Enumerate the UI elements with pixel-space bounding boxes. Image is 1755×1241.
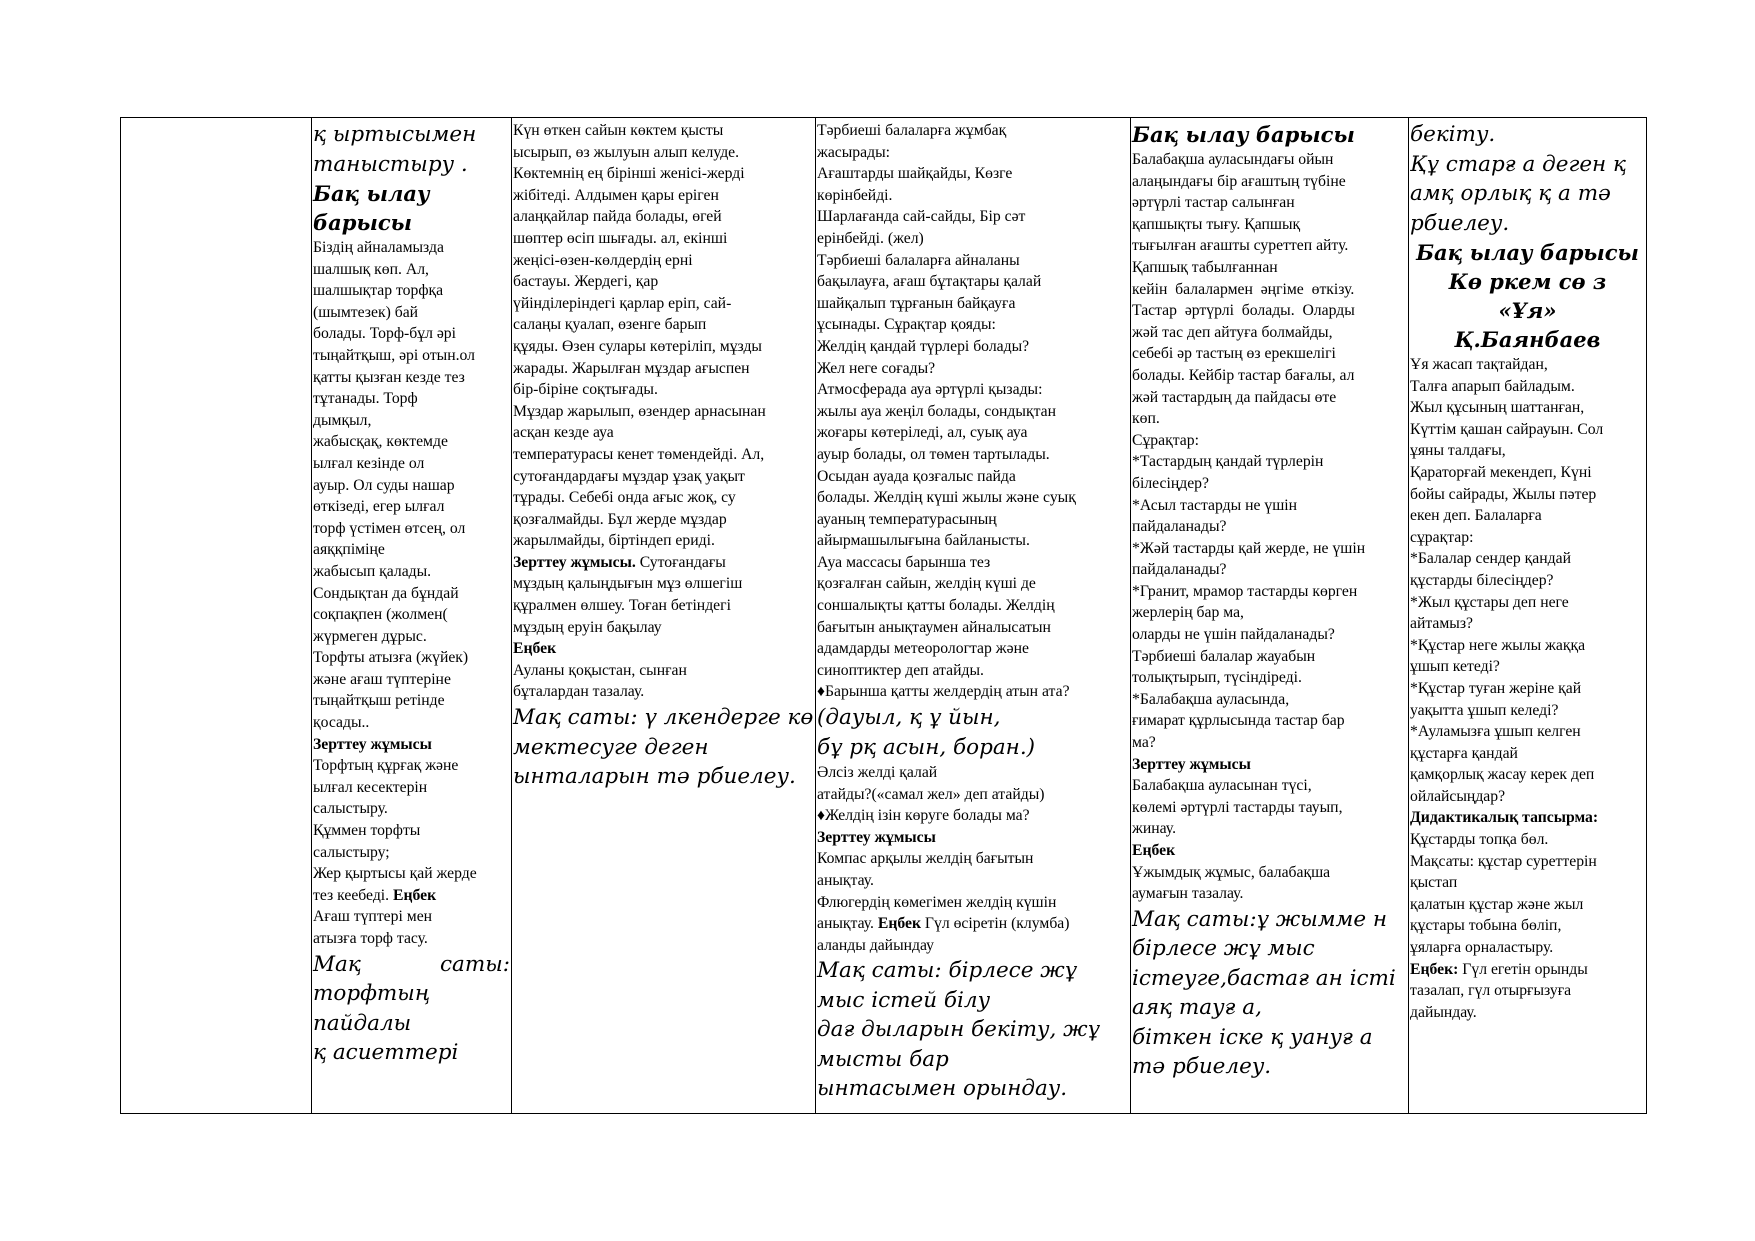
text-line: Жыл құсының шаттанған, [1410,399,1585,417]
column-3-ice [511,118,815,1113]
section-heading: Бақ ылау барысы [1132,122,1355,147]
text-line: Атмосферада ауа әртүрлі қызады: [817,381,1043,399]
labor-heading: Еңбек [877,915,921,933]
text-line: тұтанады. Торф [313,390,418,408]
text-line: екен деп. Балаларға [1410,507,1542,525]
goal-line: істеуге,бастағ ан істі [1132,965,1396,991]
text-line: аяққпіміңе [313,541,385,559]
goal-line: аяқ тауғ а, [1132,995,1262,1021]
goal-word: Мақ [313,951,361,977]
text-line: қамқорлық жасау керек деп [1410,766,1595,784]
text-line: Қараторғай мекендеп, Күні [1410,463,1592,481]
text-line: Ағаштарды шайқайды, Көзге [817,165,1013,183]
text-line: білесіңдер? [1132,474,1209,492]
text-line: бұталардан тазалау. [513,683,645,701]
goal-line: пайдалы [313,1010,412,1036]
text-line: ерінбейді. (жел) [817,229,924,247]
text-line: Сондықтан да бұндай [313,584,459,602]
goal-line: бекіту. [1410,122,1496,147]
text-line: *Асыл тастарды не үшін [1132,496,1298,514]
text-block [313,237,510,950]
goal-line: біткен іске қ уануғ а [1132,1024,1373,1050]
text-line: айтамыз? [1410,615,1473,633]
text-line: Біздің айналамызда [313,239,444,256]
text-line: шалшық көп. Ал, [313,260,429,278]
section-heading: Бақ ылау барысы [1416,240,1639,265]
text-line: көлемі әртүрлі тастарды тауып, [1132,798,1343,816]
text-line: Мұздар жарылып, өзендер арнасынан [513,402,766,420]
text-line: салыстыру; [313,843,390,861]
text-line: дайындау. [1410,1003,1477,1021]
text-line: жоғары көтеріледі, ал, суық ауа [817,424,1028,442]
text-line: ♦Желдің ізін көруге болады ма? [817,807,1030,825]
goal-line: бірлесе жұ мыс [1132,936,1315,962]
text-line: себебі әр тастың өз ерекшелігі [1132,345,1336,363]
text-line: құяды. Өзен сулары көтеріліп, мұзды [513,337,762,355]
text-line: тұрады. Себебі онда ағыс жоқ, су [513,489,736,507]
text-line: Осыдан ауада қозғалыс пайда [817,467,1016,485]
text-line: жабысып қалады. [313,562,432,580]
text-line: тыңайтқыш, әрі отын.ол [313,346,475,364]
text-line [513,552,814,574]
text-line: құралмен өлшеу. Тоған бетіндегі [513,597,731,615]
text-line: Жел неге соғады? [817,359,936,377]
text-line: тазалап, гүл отырғызуға [1410,982,1572,1000]
column-2-peat [311,118,511,1113]
text-line: Балабақша ауласындағы ойын [1132,151,1334,168]
text-line: оларды не үшін пайдаланады? [1132,626,1335,644]
text-line: Тастар әртүрлі болады. Оларды [1132,302,1355,320]
text-line: ауаның температурасының [817,510,997,528]
text-line: соқпақпен (жолмен( [313,606,448,624]
poem-author: Қ.Баянбаев [1454,327,1601,352]
text-line: Әлсіз желді қалай [817,764,938,782]
text-line: ♦Барынша қатты желдердің атын ата? [817,683,1070,701]
didactic-heading: Дидактикалық тапсырма: [1410,809,1599,827]
text-line: шалшықтар торфқа [313,282,444,300]
text-line: Флюгердің көмегімен желдің күшін [817,893,1057,911]
text-span: Гүл егетін орынды [1458,960,1588,978]
column-1-empty [121,118,311,1113]
goal-line: ынталарын тә рбиелеу. [513,764,796,790]
text-line: айырмашылығына байланысты. [817,532,1030,550]
text-line: Ұжымдық жұмыс, балабақша [1132,863,1331,881]
text-block [817,762,1129,956]
goal-word: саты: [439,951,510,977]
goal-line: амқ орлық қ а тә [1410,181,1611,206]
text-block [513,120,814,703]
text-line: Құммен торфты [313,822,421,840]
text-line: *Балалар сендер қандай [1410,550,1571,568]
text-line: аланды дайындау [817,936,934,954]
text-line: жарады. Жарылған мұздар ағыспен [513,359,750,377]
text-line: бір-біріне соқтығады. [513,381,658,399]
text-line: көрінбейді. [817,186,893,204]
text-line: ұшып кетеді? [1410,658,1500,676]
text-line: Ауланы қоқыстан, сынған [513,661,687,679]
text-line: шөптер өсіп шығады. ал, екінші [513,229,728,247]
text-line: ұяны талдағы, [1410,442,1506,460]
text-line: *Жәй тастарды қай жерде, не үшін [1132,539,1366,557]
text-line: Желдің қандай түрлері болады? [817,337,1030,355]
text-line: көп. [1132,410,1160,428]
text-line: қыстап [1410,874,1458,892]
text-line: Күттім қашан сайрауын. Сол [1410,420,1604,438]
text-span: Гүл өсіретін (клумба) [921,915,1070,933]
text-line: қозғалған сайын, желдің күші де [817,575,1036,593]
text-line: Күн өткен сайын көктем қысты [513,122,724,139]
text-line: және ағаш түптеріне [313,670,451,688]
text-line: Ауа массасы барынша тез [817,553,991,571]
labor-heading: Еңбек: [1410,960,1459,978]
text-line: Компас арқылы желдің бағытын [817,850,1034,868]
goal-line: Құ старғ а деген қ [1410,151,1627,177]
text-line: жабысқақ, көктемде [313,433,448,451]
research-heading: Зерттеу жұмысы [1132,755,1251,773]
goal-line: Мақ саты:ұ жымме н [1132,906,1388,932]
text-line: болады. Торф-бұл әрі [313,325,456,343]
poem-heading: Кө ркем сө з [1448,269,1607,294]
text-line: пайдаланады? [1132,518,1227,536]
research-heading: Зерттеу жұмысы. [513,553,636,571]
text-line: Балабақша ауласынан түсі, [1132,777,1312,795]
text-line: шайқалып тұрғанын байқауға [817,294,1016,312]
goal-line [313,950,510,980]
text-line: толықтырып, түсіндіреді. [1132,669,1302,687]
text-line: атызға торф тасу. [313,930,428,947]
column-4-wind [815,118,1130,1113]
text-line: Көктемнің ең бірінші женісі-жерді [513,165,745,183]
text-line: құстары тобына бөліп, [1410,917,1562,935]
text-line: Торфтың құрғақ және [313,757,459,775]
text-line: сұрақтар: [1410,528,1474,546]
text-line: сутоғандардағы мұздар ұзақ уақыт [513,467,745,485]
text-block [817,120,1129,703]
column-5-stones [1130,118,1408,1113]
text-line: кейін балалармен әңгіме өткізу. [1132,280,1355,298]
text-line: Тәрбиеші балаларға айналаны [817,251,1020,269]
text-line: жүрмеген дұрыс. [313,627,427,645]
text-line: Талға апарып байладым. [1410,377,1575,395]
text-line: жылы ауа жеңіл болады, сондықтан [817,402,1056,420]
text-line: пайдаланады? [1132,561,1227,579]
text-line: температурасы кенет төмендейді. Ал, [513,445,765,463]
text-line: тығылған ағашты суреттеп айту. [1132,237,1349,255]
research-heading: Зерттеу жұмысы [817,828,936,846]
goal-line: қ асиеттері [313,1040,459,1066]
text-line: аумағын тазалау. [1132,885,1244,903]
labor-heading: Еңбек [393,886,437,904]
text-line: *Балабақша ауласында, [1132,690,1290,708]
text-line: *Тастардың қандай түрлерін [1132,453,1324,471]
text-line: Ағаш түптері мен [313,908,433,926]
goal-line: ынтасымен орындау. [817,1076,1068,1102]
text-line: бақылауға, ағаш бұтақтары қалай [817,273,1042,291]
text-line: Сұрақтар: [1132,431,1199,449]
research-heading: Зерттеу жұмысы [313,735,432,753]
text-line: мұздың еруін бақылау [513,618,662,636]
goal-line: торфтың [313,981,431,1007]
column-6-birds [1408,118,1646,1113]
text-line: ұяларға орналастыру. [1410,939,1554,957]
text-line [313,885,510,907]
text-line: Ұя жасап тақтайдан, [1410,356,1548,373]
text-line: асқан кезде ауа [513,424,614,442]
answer-line: бұ рқ асын, боран.) [817,734,1036,760]
text-line: ауыр. Ол суды нашар [313,476,455,494]
labor-heading: Еңбек [1132,842,1176,859]
goal-line: рбиелеу. [1410,210,1510,236]
text-line: үйінділеріндегі қарлар еріп, сай- [513,294,732,312]
text-line: құстарға қандай [1410,744,1518,762]
text-line: құстарды білесіңдер? [1410,571,1554,589]
text-line: *Құстар туған жеріне қай [1410,679,1582,697]
text-line: жарылмайды, біртіндеп ериді. [513,532,715,550]
text-line: бойы сайрады, Жылы пәтер [1410,485,1597,503]
text-line: атайды?(«самал жел» деп атайды) [817,785,1045,803]
text-line: Тәрбиеші балаларға жұмбақ [817,122,1007,139]
text-line: алаңындағы бір ағаштың түбіне [1132,172,1346,190]
text-line: қосады.. [313,714,370,732]
text-line: Жер қыртысы қай жерде [313,865,477,883]
text-line: салыстыру. [313,800,388,818]
text-line: ма? [1132,734,1156,752]
text-line: анықтау. [817,872,874,889]
text-line: Тәрбиеші балалар жауабын [1132,647,1316,665]
goal-line: тә рбиелеу. [1132,1054,1272,1080]
text-line: *Гранит, мрамор тастарды көрген [1132,582,1358,600]
text-line: өткізеді, егер ылғал [313,498,445,516]
goal-line: Мақ саты: ү лкендерге кө [513,705,814,731]
text-line: ойлайсыңдар? [1410,787,1506,805]
topic-line: таныстыру . [313,151,468,177]
text-line: жерлерің бар ма, [1132,604,1244,622]
labor-heading: Еңбек [513,640,557,658]
text-line: *Құстар неге жылы жаққа [1410,636,1586,654]
text-span: Сутоғандағы [635,553,726,571]
text-line: (шымтезек) бай [313,303,419,321]
text-line: дымқыл, [313,411,372,429]
text-line: жібітеді. Алдымен қары еріген [513,186,719,204]
text-line: салаңы қуалап, өзенге барып [513,316,707,334]
goal-line: дағ дыларын бекіту, жұ [817,1017,1100,1043]
text-span: анықтау. [817,915,878,933]
text-line: адамдарды метеорологтар және [817,640,1029,658]
goal-line: мысты бар [817,1046,949,1072]
answer-line: (дауыл, қ ұ йын, [817,705,1001,731]
text-line: жасырады: [817,143,890,161]
text-line: қозғалмайды. Бұл жерде мұздар [513,510,727,528]
text-line: соншалықты қатты болады. Желдің [817,597,1055,615]
text-line: жәй тас деп айтуға болмайды, [1132,323,1333,341]
text-line: болады. Кейбір тастар бағалы, ал [1132,366,1355,384]
text-line: Мақсаты: құстар суреттерін [1410,852,1597,870]
text-line [817,913,1129,935]
text-span: тез кеебеді. [313,886,393,904]
text-line: жинау. [1132,820,1176,838]
text-line: Торфты атызға (жүйек) [313,649,469,667]
plan-table [120,117,1647,1114]
text-line: тыңайтқыш ретінде [313,692,445,710]
goal-line: мектесуге деген [513,734,709,760]
text-line: Шарлағанда сай-сайды, Бір сәт [817,208,1026,226]
text-line: жеңісі-өзен-көлдердің ерні [513,251,693,269]
text-block [1410,354,1645,1023]
text-line: бағытын анықтаумен айналысатын [817,618,1051,636]
text-line: Қапшық табылғаннан [1132,258,1278,276]
text-line: *Ауламызға ұшып келген [1410,723,1581,741]
text-line: әртүрлі тастар салынған [1132,194,1295,212]
text-line: қатты қызған кезде тез [313,368,465,386]
text-line: ұсынады. Сұрақтар қояды: [817,316,996,334]
text-line: ылғал кезінде ол [313,454,425,472]
goal-line: мыс істей білу [817,987,991,1013]
section-heading: барысы [313,210,412,235]
text-line: алаңқайлар пайда болады, өгей [513,208,722,226]
poem-title: «Ұя» [1498,298,1557,323]
text-line: жәй тастардың да пайдасы өте [1132,388,1337,406]
text-line: болады. Желдің күші жылы және суық [817,489,1076,507]
text-line: ылғал кесектерін [313,778,428,796]
text-line: *Жыл құстары деп неге [1410,593,1569,611]
text-line: ауыр болады, ол төмен тартылады. [817,445,1050,463]
section-heading: Бақ ылау [313,181,430,206]
text-line: қапшықты тығу. Қапшық [1132,215,1301,233]
goal-line: Мақ саты: бірлесе жұ [817,958,1077,984]
text-line: синоптиктер деп атайды. [817,661,984,679]
text-block [1132,149,1407,905]
text-line: бастауы. Жердегі, қар [513,273,659,291]
text-line: мұздың қалыңдығын мұз өлшегіш [513,575,743,593]
text-line: Құстарды топқа бөл. [1410,831,1549,849]
text-line [1410,959,1645,981]
text-line: қалатын құстар және жыл [1410,895,1584,913]
text-line: ысырып, өз жылуын алып келуде. [513,143,740,161]
topic-line: қ ыртысымен [313,122,477,147]
text-line: ғимарат құрлысында тастар бар [1132,712,1345,730]
text-line: торф үстімен өтсең, ол [313,519,466,537]
text-line: уақытта ұшып келеді? [1410,701,1559,719]
